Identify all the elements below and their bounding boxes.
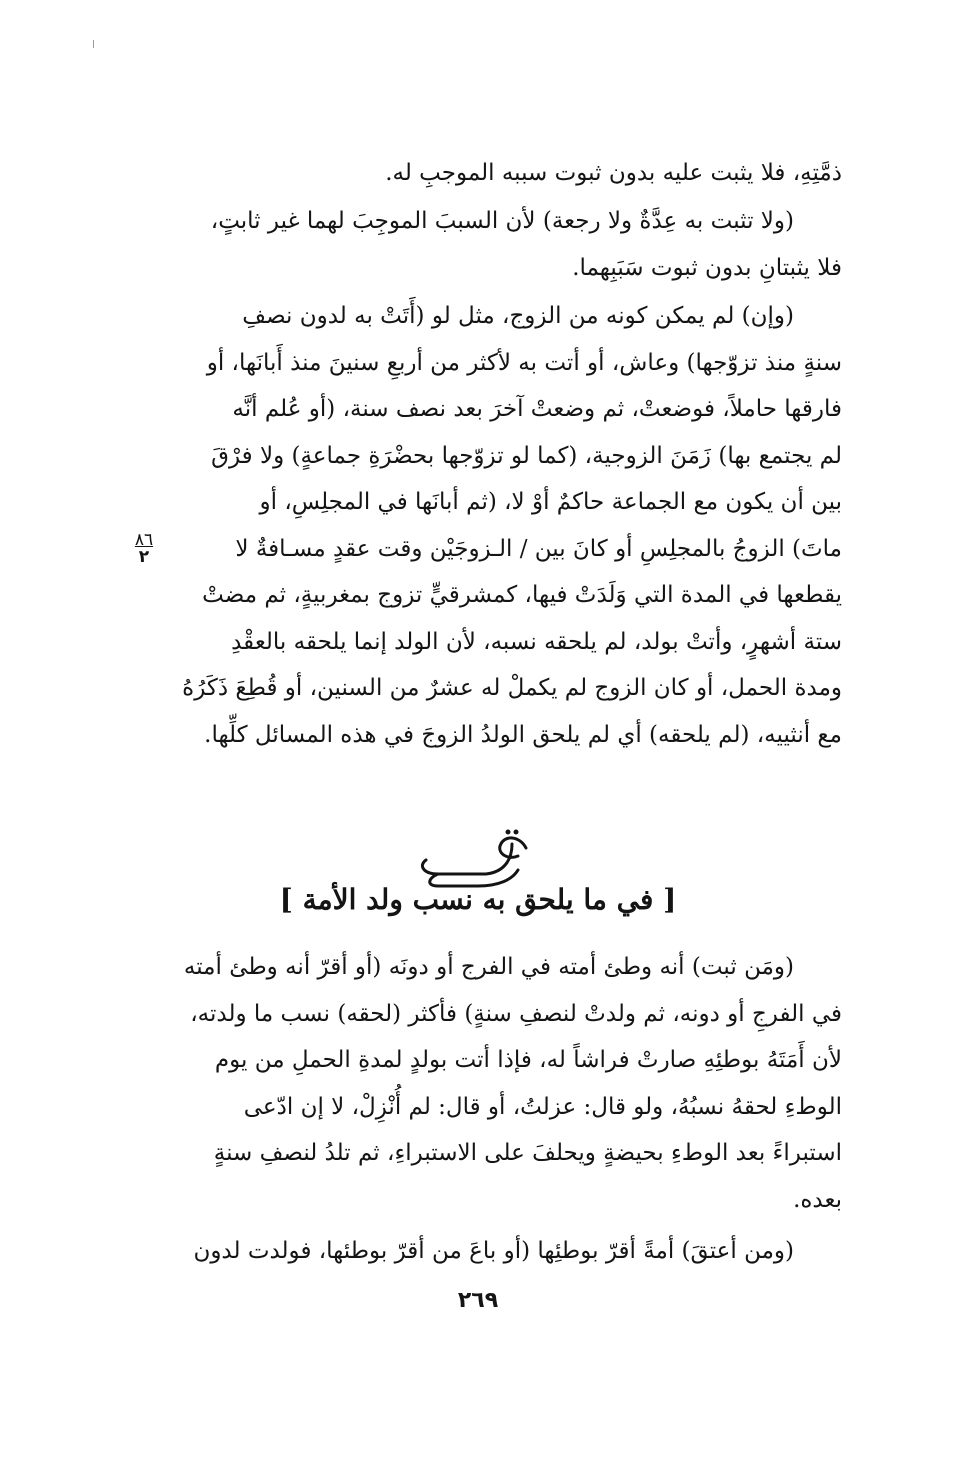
text-line: الوطءِ لحقهُ نسبُهُ، ولو قال: عزلتُ، أو قال: لم أُنْزِلْ، لا إن ادّعى [243,1093,842,1120]
text-line: سنةٍ منذ تزوّجها) وعاش، أو أتت به لأكثر من أربعِ سنينَ منذ أَبانَها، أو [206,349,842,376]
paragraph-iddah [150,198,842,291]
text-line: يقطعها في المدة التي وَلَدَتْ فيها، كمشرقيٍّ تزوج بمغربيةٍ، ثم مضتْ [202,582,842,608]
text-line: مع أنثييه، (لم يلحقه) أي لم يلحق الولدُ الزوجَ في هذه المسائل كلِّها. [204,721,842,748]
text-line: ستة أشهرٍ، وأتتْ بولد، لم يلحقه نسبه، لأن الولد إنما يلحقه بالعقْدِ [231,628,842,655]
section-title: [ في ما يلحق به نسب ولد الأمة ] [279,883,677,916]
scan-mark [93,40,94,48]
paragraph-top [150,150,842,197]
text-line: (وإن) لم يمكن كونه من الزوج، مثل لو (أَتَتْ به لدون نصفِ [242,303,794,329]
text-line: استبراءً بعد الوطءِ بحيضةٍ ويحلفَ على الاستبراءِ، ثم تلدُ لنصفِ سنةٍ [213,1140,842,1166]
text-line: فلا يثبتانِ بدون ثبوت سَبَبِهما. [572,254,842,281]
text-line: (ولا تثبت به عِدَّةٌ ولا رجعة) لأن السببَ الموجِبَ لهما غير ثابتٍ، [210,208,794,234]
page-number: ٢٦٩ [457,1288,499,1313]
paragraph-man-thabata [150,944,842,1223]
manuscript-folio-note [120,532,168,566]
text-line: لم يجتمع بها) زَمَنَ الزوجية، (كما لو تزوّجها بحضْرَةِ جماعةٍ) ولا فرْقَ [211,442,842,469]
text-line: في الفرجِ أو دونه، ثم ولدتْ لنصفِ سنةٍ) فأكثر (لحقه) نسب ما ولدته، [190,1000,842,1027]
folio-side: ٢ [138,547,150,567]
text-line: (ومَن ثبت) أنه وطئ أمته في الفرج أو دونَه (أو أقرّ أنه وطئ أمته [183,954,794,980]
text-line: بين أن يكون مع الجماعة حاكمٌ أوْ لا، (ثم أبانَها في المجلِسِ، أو [259,489,842,515]
text-line: فارقها حاملاً، فوضعتْ، ثم وضعتْ آخرَ بعد نصف سنة، (أو عُلم أنَّه [232,396,842,422]
text-line: بعده. [793,1186,842,1213]
text-line: ماتَ) الزوجُ بالمجلِسِ أو كانَ بين / الـزوجَيْن وقت عقدٍ مسـافةٌ لا [235,535,842,562]
text-line: (ومن أعتقَ) أمةً أقرّ بوطئِها (أو باعَ من أقرّ بوطئها، فولدت لدون [193,1238,794,1264]
folio-number: ٨٦ [134,530,154,550]
text-line: ومدة الحمل، أو كان الزوج لم يكملْ له عشرٌ من السنين، أو قُطِعَ ذَكَرُهُ [182,675,842,701]
text-line: ذمَّتِهِ، فلا يثبت عليه بدون ثبوت سببه الموجبِ له. [385,160,842,186]
text-line: لأن أَمَتَهُ بوطئِهِ صارتْ فراشاً له، فإذا أتت بولدٍ لمدةِ الحملِ من يوم [214,1047,842,1073]
paragraph-in-lam [150,293,842,758]
paragraph-man-aataqa [150,1228,842,1275]
